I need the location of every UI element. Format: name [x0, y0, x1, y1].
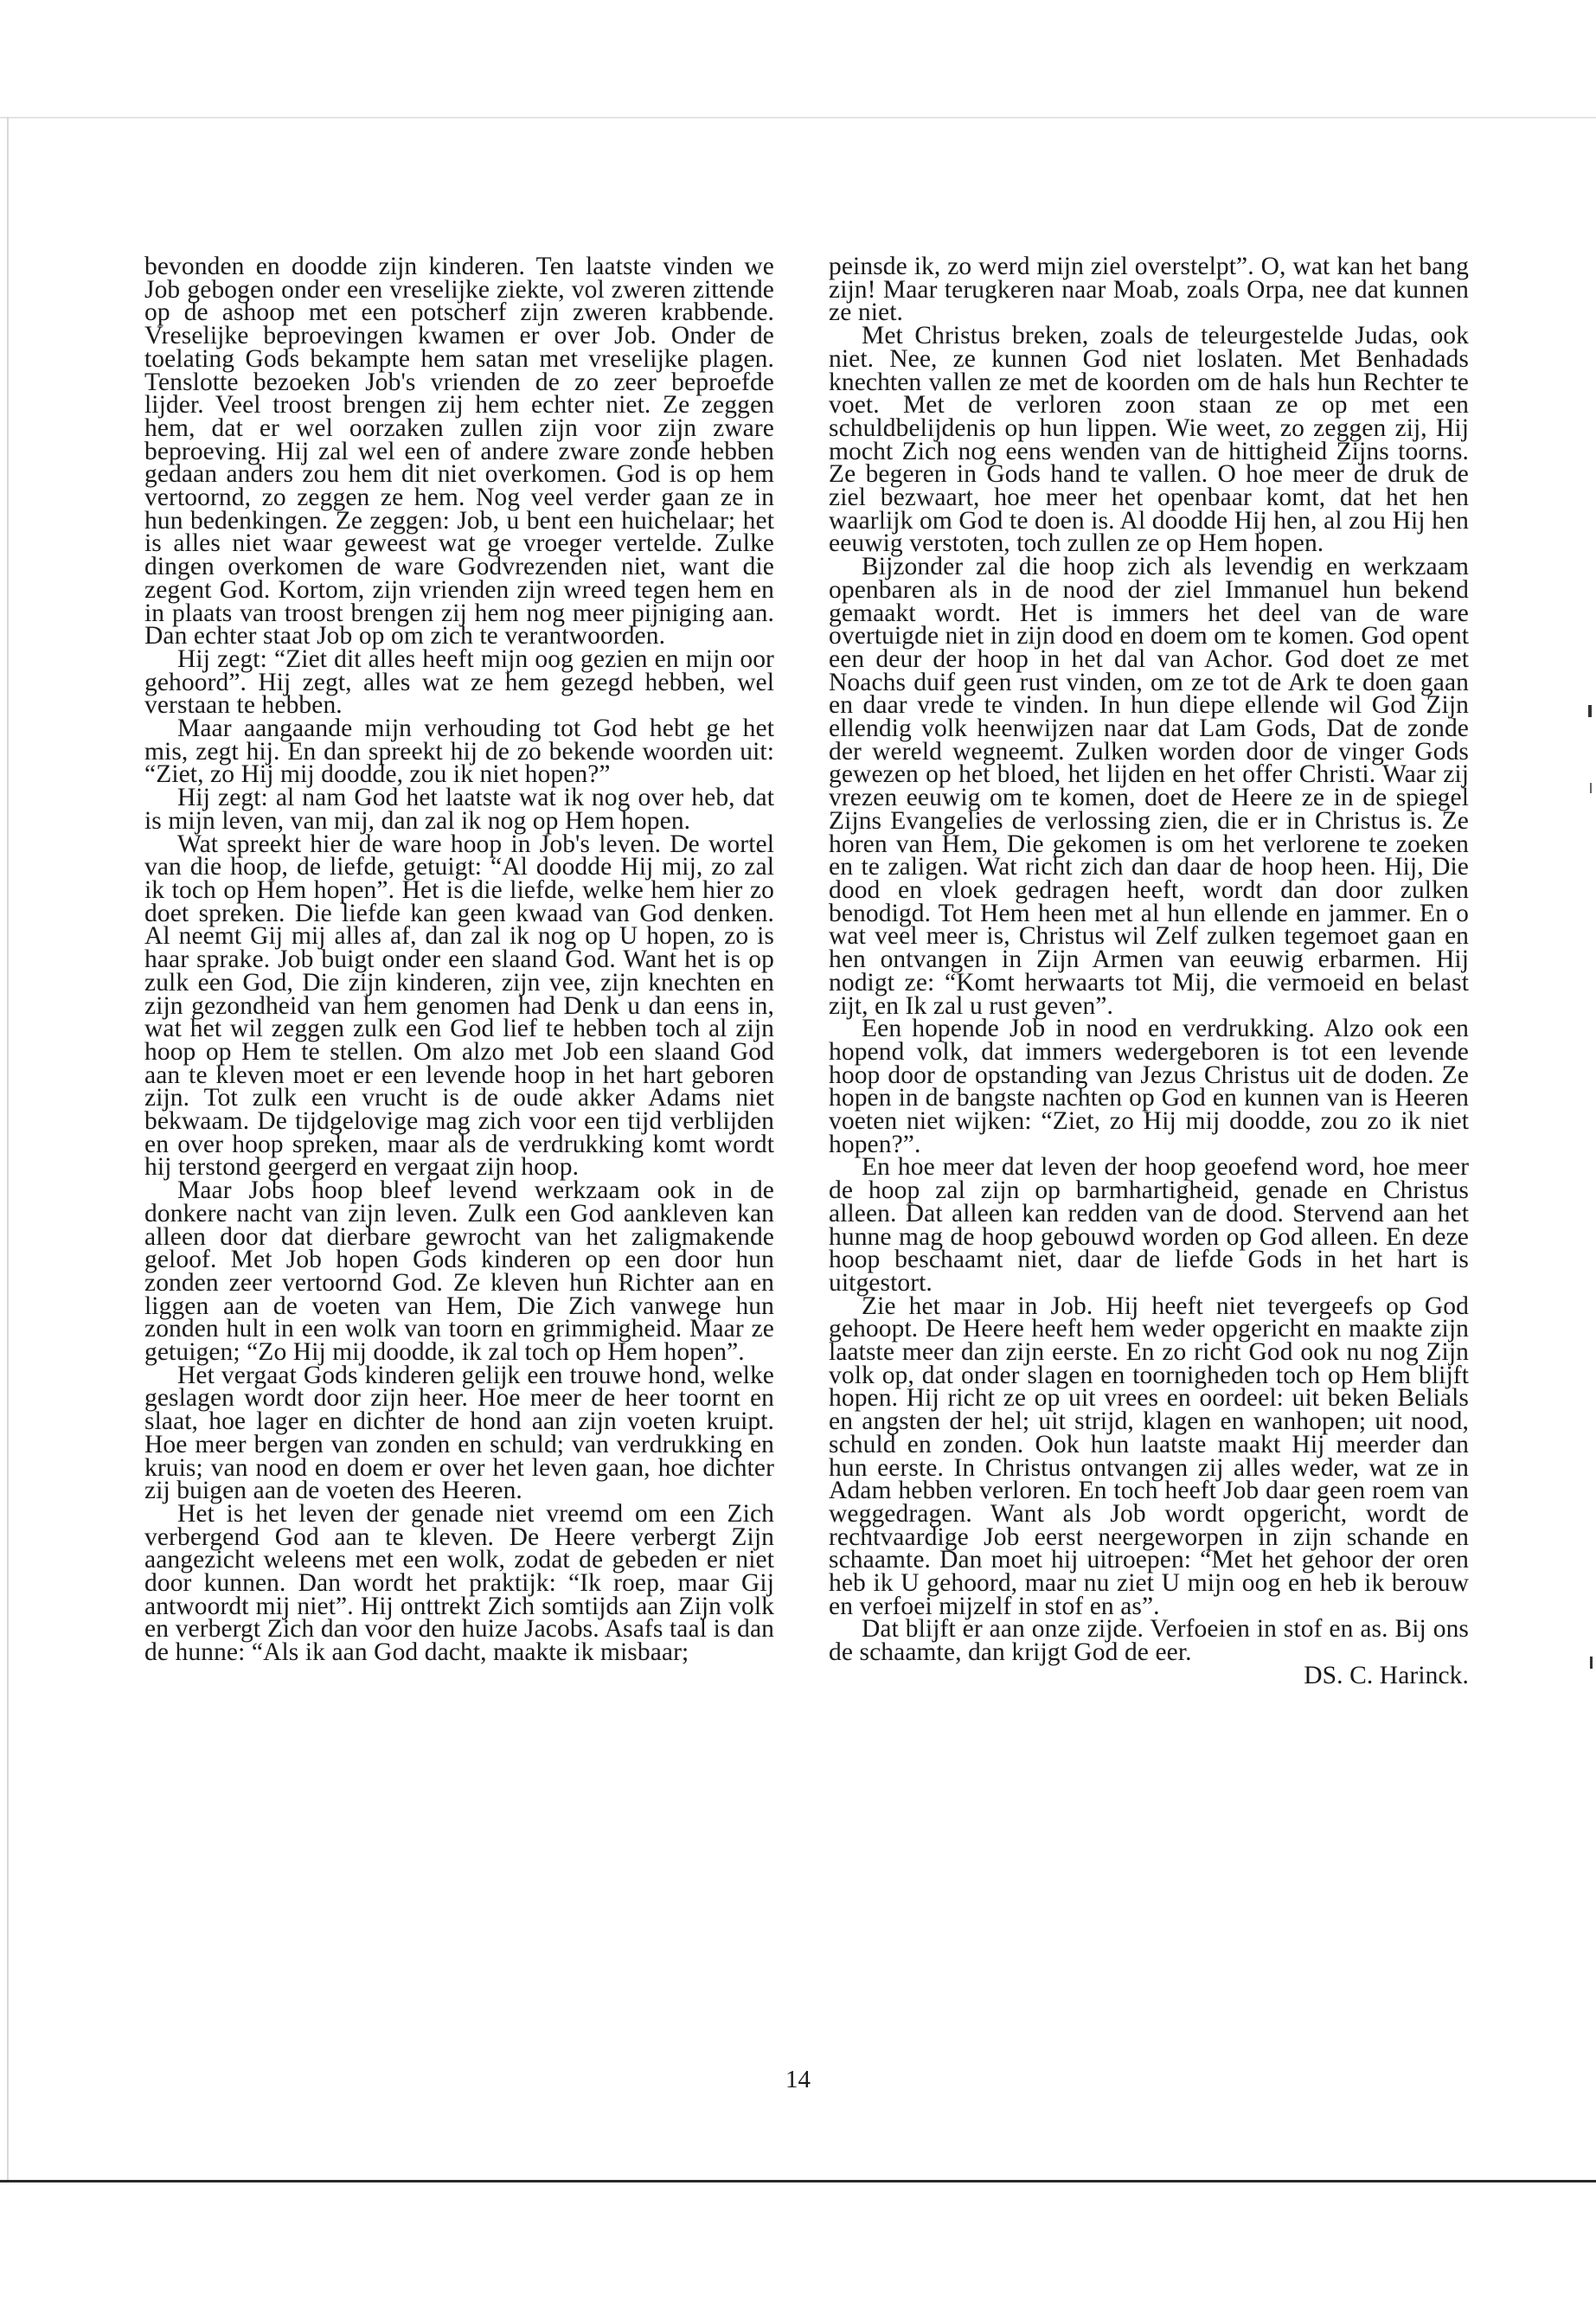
paragraph: Het vergaat Gods kinderen gelijk een trouwe hond, welke geslagen wordt door zijn heer. Hoe meer de heer toornt en slaat, hoe lager en dichter de hond aan zijn voeten kruipt. Hoe meer bergen van zonden en schuld; van verdrukking en kruis; van nood en doem er over het leven gaan, hoe dichter zij buigen aan de voeten des Heeren. — [144, 1361, 774, 1505]
author-signature: DS. C. Harinck. — [1304, 1661, 1469, 1689]
page-number: 14 — [785, 2066, 811, 2093]
paragraph: Zie het maar in Job. Hij heeft niet tevergeefs op God gehoopt. De Heere heeft hem weder opgericht en maakte zijn laatste meer dan zijn eerste. En zo richt God ook nu nog Zijn volk op, dat onder slagen en toornigheden toch op Hem blijft hopen. Hij richt ze op uit vrees en oordeel: uit beken Belials en angsten der hel; uit strijd, klagen en wanhopen; uit nood, schuld en zonden. Ook hun laatste maakt Hij meerder dan hun eerste. In Christus ontvangen zij alles weder, wat ze in Adam hebben verloren. En toch heeft Job daar geen roem van weggedragen. Want als Job wordt opgericht, wordt de rechtvaardige Job eerst neergeworpen in zijn schande en schaamte. Dan moet hij uitroepen: “Met het gehoor der oren heb ik U gehoord, maar nu ziet U mijn oog en heb ik berouw en verfoei mijzelf in stof en as”. — [829, 1292, 1469, 1620]
paragraph: Met Christus breken, zoals de teleurgestelde Judas, ook niet. Nee, ze kunnen God niet loslaten. Met Benhadads knechten vallen ze met de koorden om de hals hun Rechter te voet. Met de verloren zoon staan ze op met een schuldbelijdenis op hun lippen. Wie weet, zo zeggen zij, Hij mocht Zich nog eens wenden van de hittigheid Zijns toorns. Ze begeren in Gods hand te vallen. O hoe meer de druk de ziel bezwaart, hoe meer het openbaar komt, dat het hen waarlijk om God te doen is. Al doodde Hij hen, al zou Hij hen eeuwig verstoten, toch zullen ze op Hem hopen. — [829, 322, 1469, 558]
paragraph: bevonden en doodde zijn kinderen. Ten laatste vinden we Job gebogen onder een vreselijke ziekte, vol zweren zittende op de ashoop met een potscherf zijn zweren krabbende. Vreselijke beproevingen kwamen er over Job. Onder de toelating Gods bekampte hem satan met vreselijke plagen. Tenslotte bezoeken Job's vrienden de zo zeer beproefde lijder. Veel troost brengen zij hem echter niet. Ze zeggen hem, dat er wel oorzaken zullen zijn voor zijn zware beproeving. Hij zal wel een of andere zware zonde hebben gedaan anders zou hem dit niet overkomen. God is op hem vertoornd, zo zeggen ze hem. Nog veel verder gaan ze in hun bedenkingen. Ze zeggen: Job, u bent een huichelaar; het is alles niet waar geweest wat ge vroeger vertelde. Zulke dingen overkomen de ware Godvrezenden niet, want die zegent God. Kortom, zijn vrienden zijn wreed tegen hem en in plaats van troost brengen zij hem nog meer pijniging aan. Dan echter staat Job op om zich te verantwoorden. — [144, 253, 774, 651]
margin-mark — [1588, 705, 1592, 717]
right-column — [829, 255, 1469, 1688]
paragraph: En hoe meer dat leven der hoop geoefend word, hoe meer de hoop zal zijn op barmhartigheid, genade en Christus alleen. Dat alleen kan redden van de dood. Stervend aan het hunne mag de hoop gebouwd worden op God alleen. En deze hoop beschaamt niet, daar de liefde Gods in het hart is uitgestort. — [829, 1153, 1469, 1297]
paragraph: Een hopende Job in nood en verdrukking. Alzo ook een hopend volk, dat immers wedergeboren is tot een levende hoop door de opstanding van Jezus Christus uit de doden. Ze hopen in de bangste nachten op God en kunnen van is Heeren voeten niet wijken: “Ziet, zo Hij mij doodde, zou zo ik niet hopen?”. — [829, 1015, 1469, 1158]
paragraph: Wat spreekt hier de ware hoop in Job's leven. De wortel van die hoop, de liefde, getuigt: “Al doodde Hij mij, zo zal ik toch op Hem hopen”. Het is die liefde, welke hem hier zo doet spreken. Die liefde kan geen kwaad van God denken. Al neemt Gij mij alles af, dan zal ik nog op U hopen, zo is haar sprake. Job buigt onder een slaand God. Want het is op zulk een God, Die zijn kinderen, zijn vee, zijn knechten en zijn gezondheid van hem genomen had Denk u dan eens in, wat het wil zeggen zulk een God lief te hebben toch al zijn hoop op Hem te stellen. Om alzo met Job een slaand God aan te kleven moet er een levende hoop in het hart geboren zijn. Tot zulk een vrucht is de oude akker Adams niet bekwaam. De tijdgelovige mag zich voor een tijd verblijden en over hoop spreken, maar als de verdrukking komt wordt hij terstond geergerd en vergaat zijn hoop. — [144, 830, 774, 1182]
paragraph: Bijzonder zal die hoop zich als levendig en werkzaam openbaren als in de nood der ziel Immanuel hun bekend gemaakt wordt. Het is immers het deel van de ware overtuigde niet in zijn dood en doem om te komen. God opent een deur der hoop in het dal van Achor. God doet ze met Noachs duif geen rust vinden, om ze tot de Ark te doen gaan en daar vrede te vinden. In hun diepe ellende wil God Zijn ellendig volk heenwijzen naar dat Lam Gods, Dat de zonde der wereld wegneemt. Zulken worden door de vinger Gods gewezen op het bloed, het lijden en het offer Christi. Waar zij vrezen eeuwig om te komen, doet de Heere ze in de spiegel Zijns Evangelies de verlossing zien, die er in Christus is. Ze horen van Hem, Die gekomen is om het verlorene te zoeken en te zaligen. Wat richt zich dan daar de hoop heen. Hij, Die dood en vloek gedragen heeft, wordt dan door zulken benodigd. Tot Hem heen met al hun ellende en jammer. En o wat veel meer is, Christus wil Zelf zulken tegemoet gaan en hen ontvangen in Zijn Armen van eeuwig erbarmen. Hij nodigt ze: “Komt herwaarts tot Mij, die vermoeid en belast zijt, en Ik zal u rust geven”. — [829, 553, 1469, 1020]
scan-edge-left — [7, 117, 9, 2180]
paragraph: Maar Jobs hoop bleef levend werkzaam ook in de donkere nacht van zijn leven. Zulk een God aankleven kan alleen door dat dierbare gewrocht van het zaligmakende geloof. Met Job hopen Gods kinderen op een door hun zonden zeer vertoornd God. Ze kleven hun Richter aan en liggen aan de voeten van Hem, Die Zich vanwege hun zonden hult in een wolk van toorn en grimmigheid. Maar ze getuigen; “Zo Hij mij doodde, ik zal toch op Hem hopen”. — [144, 1176, 774, 1367]
paragraph: Dat blijft er aan onze zijde. Verfoeien in stof en as. Bij ons de schaamte, dan krijgt God de eer. — [829, 1615, 1469, 1667]
margin-mark — [1590, 1657, 1593, 1669]
paragraph: Hij zegt: “Ziet dit alles heeft mijn oog gezien en mijn oor gehoord”. Hij zegt, alles wat ze hem gezegd hebben, wel verstaan te hebben. — [144, 644, 774, 720]
paragraph: peinsde ik, zo werd mijn ziel overstelpt”. O, wat kan het bang zijn! Maar terugkeren naar Moab, zoals Orpa, nee dat kunnen ze niet. — [829, 253, 1469, 327]
paragraph: Het is het leven der genade niet vreemd om een Zich verbergend God aan te kleven. De Heere verbergt Zijn aangezicht weleens met een wolk, zodat de gebeden er niet door kunnen. Dan wordt het praktijk: “Ik roep, maar Gij antwoordt mij niet”. Hij onttrekt Zich somtijds aan Zijn volk en verbergt Zich dan voor den huize Jacobs. Asafs taal is dan de hunne: “Als ik aan God dacht, maakte ik misbaar; — [144, 1499, 774, 1667]
paragraph: Maar aangaande mijn verhouding tot God hebt ge het mis, zegt hij. En dan spreekt hij de zo bekende woorden uit: “Ziet, zo Hij mij doodde, zou ik niet hopen?” — [144, 715, 774, 789]
paragraph: Hij zegt: al nam God het laatste wat ik nog over heb, dat is mijn leven, van mij, dan zal ik nog op Hem hopen. — [144, 784, 774, 835]
scan-edge-top — [0, 117, 1596, 119]
scan-edge-bottom — [0, 2180, 1596, 2182]
left-column — [144, 253, 774, 1667]
margin-mark — [1590, 783, 1592, 793]
